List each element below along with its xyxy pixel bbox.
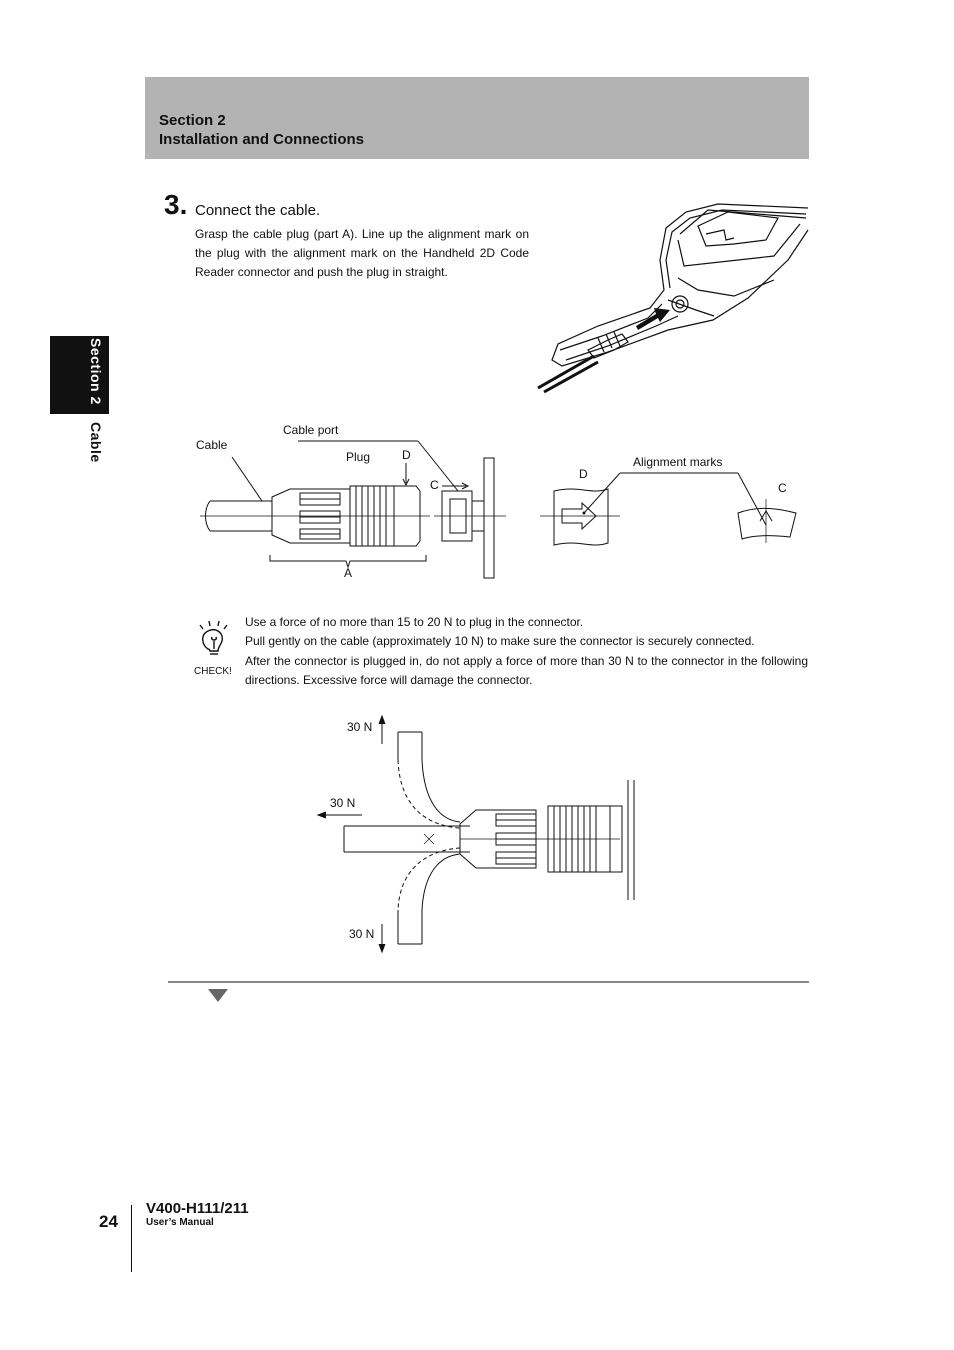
side-tab (50, 336, 109, 414)
section-number: Section 2 (159, 112, 226, 129)
label-cable-port: Cable port (283, 423, 339, 437)
check-line-1: Use a force of no more than 15 to 20 N to plug in the connector. (245, 615, 584, 629)
check-line-3: After the connector is plugged in, do not apply a force of more than 30 N to the connector in the following directions. Excessive force will damage the connector. (245, 653, 808, 687)
check-note (245, 613, 808, 690)
check-lightbulb-icon (194, 619, 236, 661)
check-line-2: Pull gently on the cable (approximately 10 N) to make sure the connector is securely connected. (245, 634, 755, 649)
force-diagram (310, 710, 650, 960)
label-d: D (402, 448, 411, 462)
check-icon-label: CHECK! (194, 666, 232, 677)
step-number: 3. (164, 189, 188, 220)
model-name: V400-H111/211 (146, 1200, 249, 1217)
footer-divider (131, 1205, 132, 1272)
reader-illustration (538, 200, 810, 392)
force-label-up: 30 N (347, 720, 373, 734)
label-alignment-marks: Alignment marks (633, 455, 723, 469)
side-tab-topic: Cable (88, 422, 104, 463)
end-marker-icon (208, 989, 228, 1002)
section-header (145, 77, 809, 159)
label-plug: Plug (346, 450, 371, 464)
force-label-down: 30 N (349, 927, 375, 941)
label-c-detail: C (778, 481, 787, 495)
end-rule (168, 981, 809, 983)
plug-diagram (190, 425, 810, 585)
section-title: Installation and Connections (159, 131, 365, 148)
step-body: Grasp the cable plug (part A). Line up the alignment mark on the plug with the alignment mark on the Handheld 2D Code Reader connector and push the plug in straight. (195, 227, 529, 280)
label-c: C (430, 478, 439, 492)
label-a: A (344, 566, 353, 580)
page-number: 24 (99, 1212, 118, 1231)
label-cable: Cable (196, 438, 228, 452)
label-d-detail: D (579, 467, 588, 481)
side-tab-section: Section 2 (88, 338, 104, 405)
manual-name: User’s Manual (146, 1217, 214, 1228)
force-label-left: 30 N (330, 796, 356, 810)
step-title: Connect the cable. (195, 202, 321, 219)
